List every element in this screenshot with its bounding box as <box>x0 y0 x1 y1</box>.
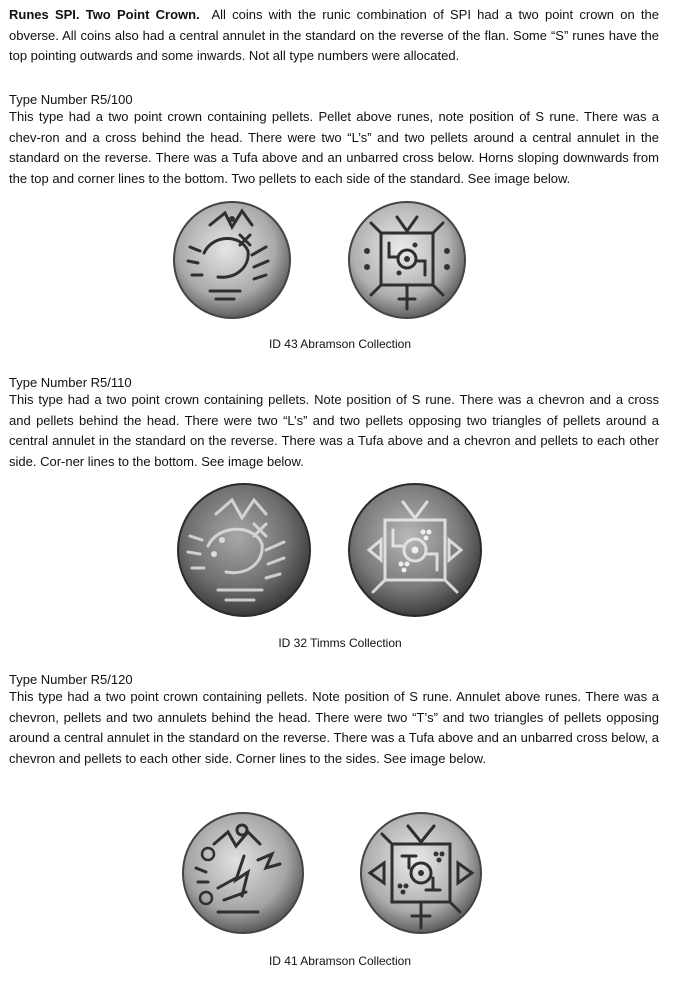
type-heading: Type Number R5/120 <box>9 672 133 687</box>
image-caption: ID 32 Timms Collection <box>278 636 402 650</box>
type-heading: Type Number R5/100 <box>9 92 133 107</box>
type-description: This type had a two point crown containing pellets. Note position of S rune. Annulet above runes. There was a chevron, pellets and two annulets behind the head. There were two “T’s” and two triangles of pellets opposing around a central annulet in the standard on the reverse. There was a Tufa above and an unbarred cross below, a chevron and pellets to each other side. Corner lines to the sides. See image below. <box>9 689 659 767</box>
coin-reverse-image <box>356 808 486 938</box>
type-heading: Type Number R5/110 <box>9 375 132 390</box>
intro-text: All coins with the runic combination of SPI had a two point crown on the obverse. All coins also had a central annulet in the standard on the reverse of the flan. Some “S” runes have the top pointing outwards and some inwards. Not all type numbers were allocated. <box>9 7 659 64</box>
type-description: This type had a two point crown containing pellets. Note position of S rune. There was a chevron and a cross and pellets behind the head. There were two “L’s” and two pellets opposing two triangles of pellets around a central annulet in the standard on the reverse. There was a Tufa above and a chevron and pellets to each other side. Cor-ner lines to the bottom. See image below. <box>9 392 659 470</box>
intro-paragraph <box>9 5 659 67</box>
type-description: This type had a two point crown containing pellets. Pellet above runes, note position of S rune. There was a chev-ron and a cross behind the head. There were two “L’s” and two pellets around a central annulet in the standard on the reverse. There was a Tufa above and an unbarred cross below. Horns sloping downwards from the top and corner lines to the bottom. Two pellets to each side of the standard. See image below. <box>9 109 659 187</box>
coin-reverse-image <box>345 480 485 620</box>
coin-reverse-image <box>345 195 470 325</box>
intro-heading: Runes SPI. Two Point Crown. <box>9 7 200 22</box>
coin-obverse-image <box>174 480 314 620</box>
image-caption: ID 41 Abramson Collection <box>268 954 412 968</box>
image-caption: ID 43 Abramson Collection <box>268 337 412 351</box>
coin-obverse-image <box>170 195 295 325</box>
coin-obverse-image <box>178 808 308 938</box>
